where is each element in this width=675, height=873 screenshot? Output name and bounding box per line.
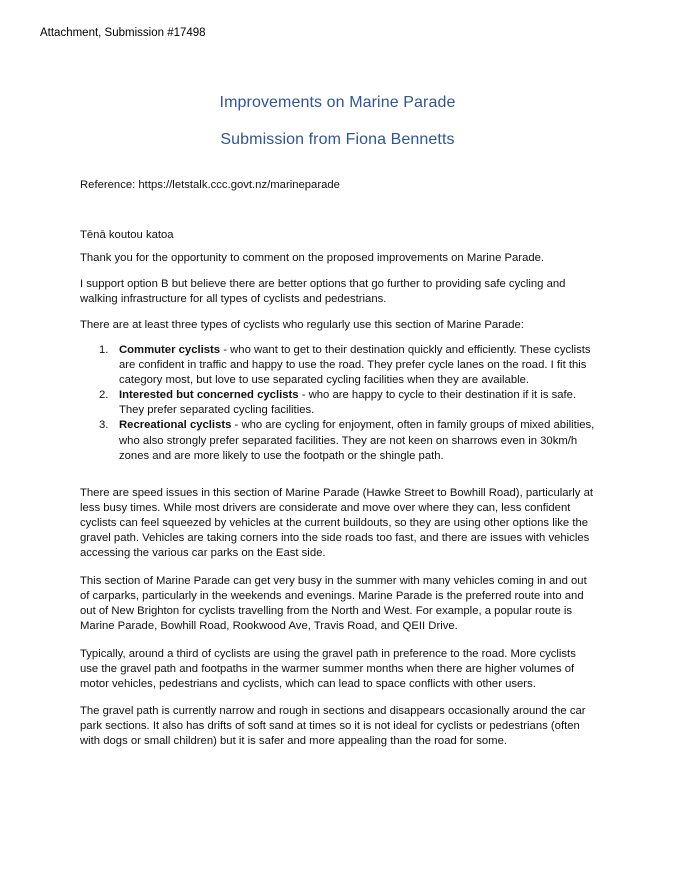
paragraph: There are speed issues in this section of Marine Parade (Hawke Street to Bowhill Road), particularly at less busy times. While most drivers are considerate and move over where they can, less confident cyclists can feel squeezed by vehicles at the current buildouts, so they are using other options like the gravel path. Vehicles are taking corners into the side roads too fast, and there are issues with vehicles accessing the various car parks on the East side.	[80, 487, 593, 560]
paragraph: I support option B but believe there are better options that go further to providing safe cycling and walking infrastructure for all types of cyclists and pedestrians.	[80, 278, 566, 306]
list-item	[80, 343, 595, 388]
greeting: Tēnā koutou katoa	[80, 229, 174, 241]
list-item	[80, 418, 595, 463]
cyclist-types-list	[80, 343, 595, 464]
list-description: - who are happy to cycle to their destination if it is safe. They prefer separated cycling facilities.	[119, 389, 577, 417]
paragraph: The gravel path is currently narrow and rough in sections and disappears occasionally around the car park sections. It also has drifts of soft sand at times so it is not ideal for cyclists or pedestrians (often with dogs or small children) but it is safer and more appealing than the road for some.	[80, 705, 586, 748]
list-description: - who are cycling for enjoyment, often in family groups of mixed abilities, who also strongly prefer separated facilities. They are not keen on sharrows even in 30km/h zones and are more likely to use the footpath or the shingle path.	[119, 419, 595, 462]
document-title: Improvements on Marine Parade	[219, 94, 456, 111]
list-number: 3.	[99, 419, 109, 432]
list-term: Interested but concerned cyclists	[119, 389, 299, 402]
list-description: - who want to get to their destination quickly and efficiently. These cyclists are confident in traffic and happy to use the road. They prefer cycle lanes on the road. I fit this category most, but love to use separated cycling facilities when they are available.	[119, 344, 591, 387]
paragraph: Typically, around a third of cyclists are using the gravel path in preference to the road. More cyclists use the gravel path and footpaths in the warmer summer months when there are higher volumes of motor vehicles, pedestrians and cyclists, which can lead to space conflicts with other users.	[80, 648, 576, 691]
reference-line: Reference: https://letstalk.ccc.govt.nz/marineparade	[80, 179, 340, 191]
list-item	[80, 388, 595, 418]
document-subtitle: Submission from Fiona Bennetts	[220, 131, 455, 148]
list-number: 1.	[99, 344, 109, 356]
list-term: Recreational cyclists	[119, 419, 232, 432]
paragraph: This section of Marine Parade can get very busy in the summer with many vehicles coming in and out of carparks, particularly in the weekends and evenings. Marine Parade is the preferred route into and out of New Brighton for cyclists travelling from the North and West. For example, a popular route is Marine Parade, Bowhill Road, Rookwood Ave, Travis Road, and QEII Drive.	[80, 575, 587, 633]
paragraph: There are at least three types of cyclists who regularly use this section of Marine Parade:	[80, 319, 524, 331]
list-term: Commuter cyclists	[119, 344, 221, 356]
paragraph: Thank you for the opportunity to comment on the proposed improvements on Marine Parade.	[80, 252, 545, 264]
list-number: 2.	[99, 389, 109, 402]
attachment-label: Attachment, Submission #17498	[40, 27, 206, 39]
